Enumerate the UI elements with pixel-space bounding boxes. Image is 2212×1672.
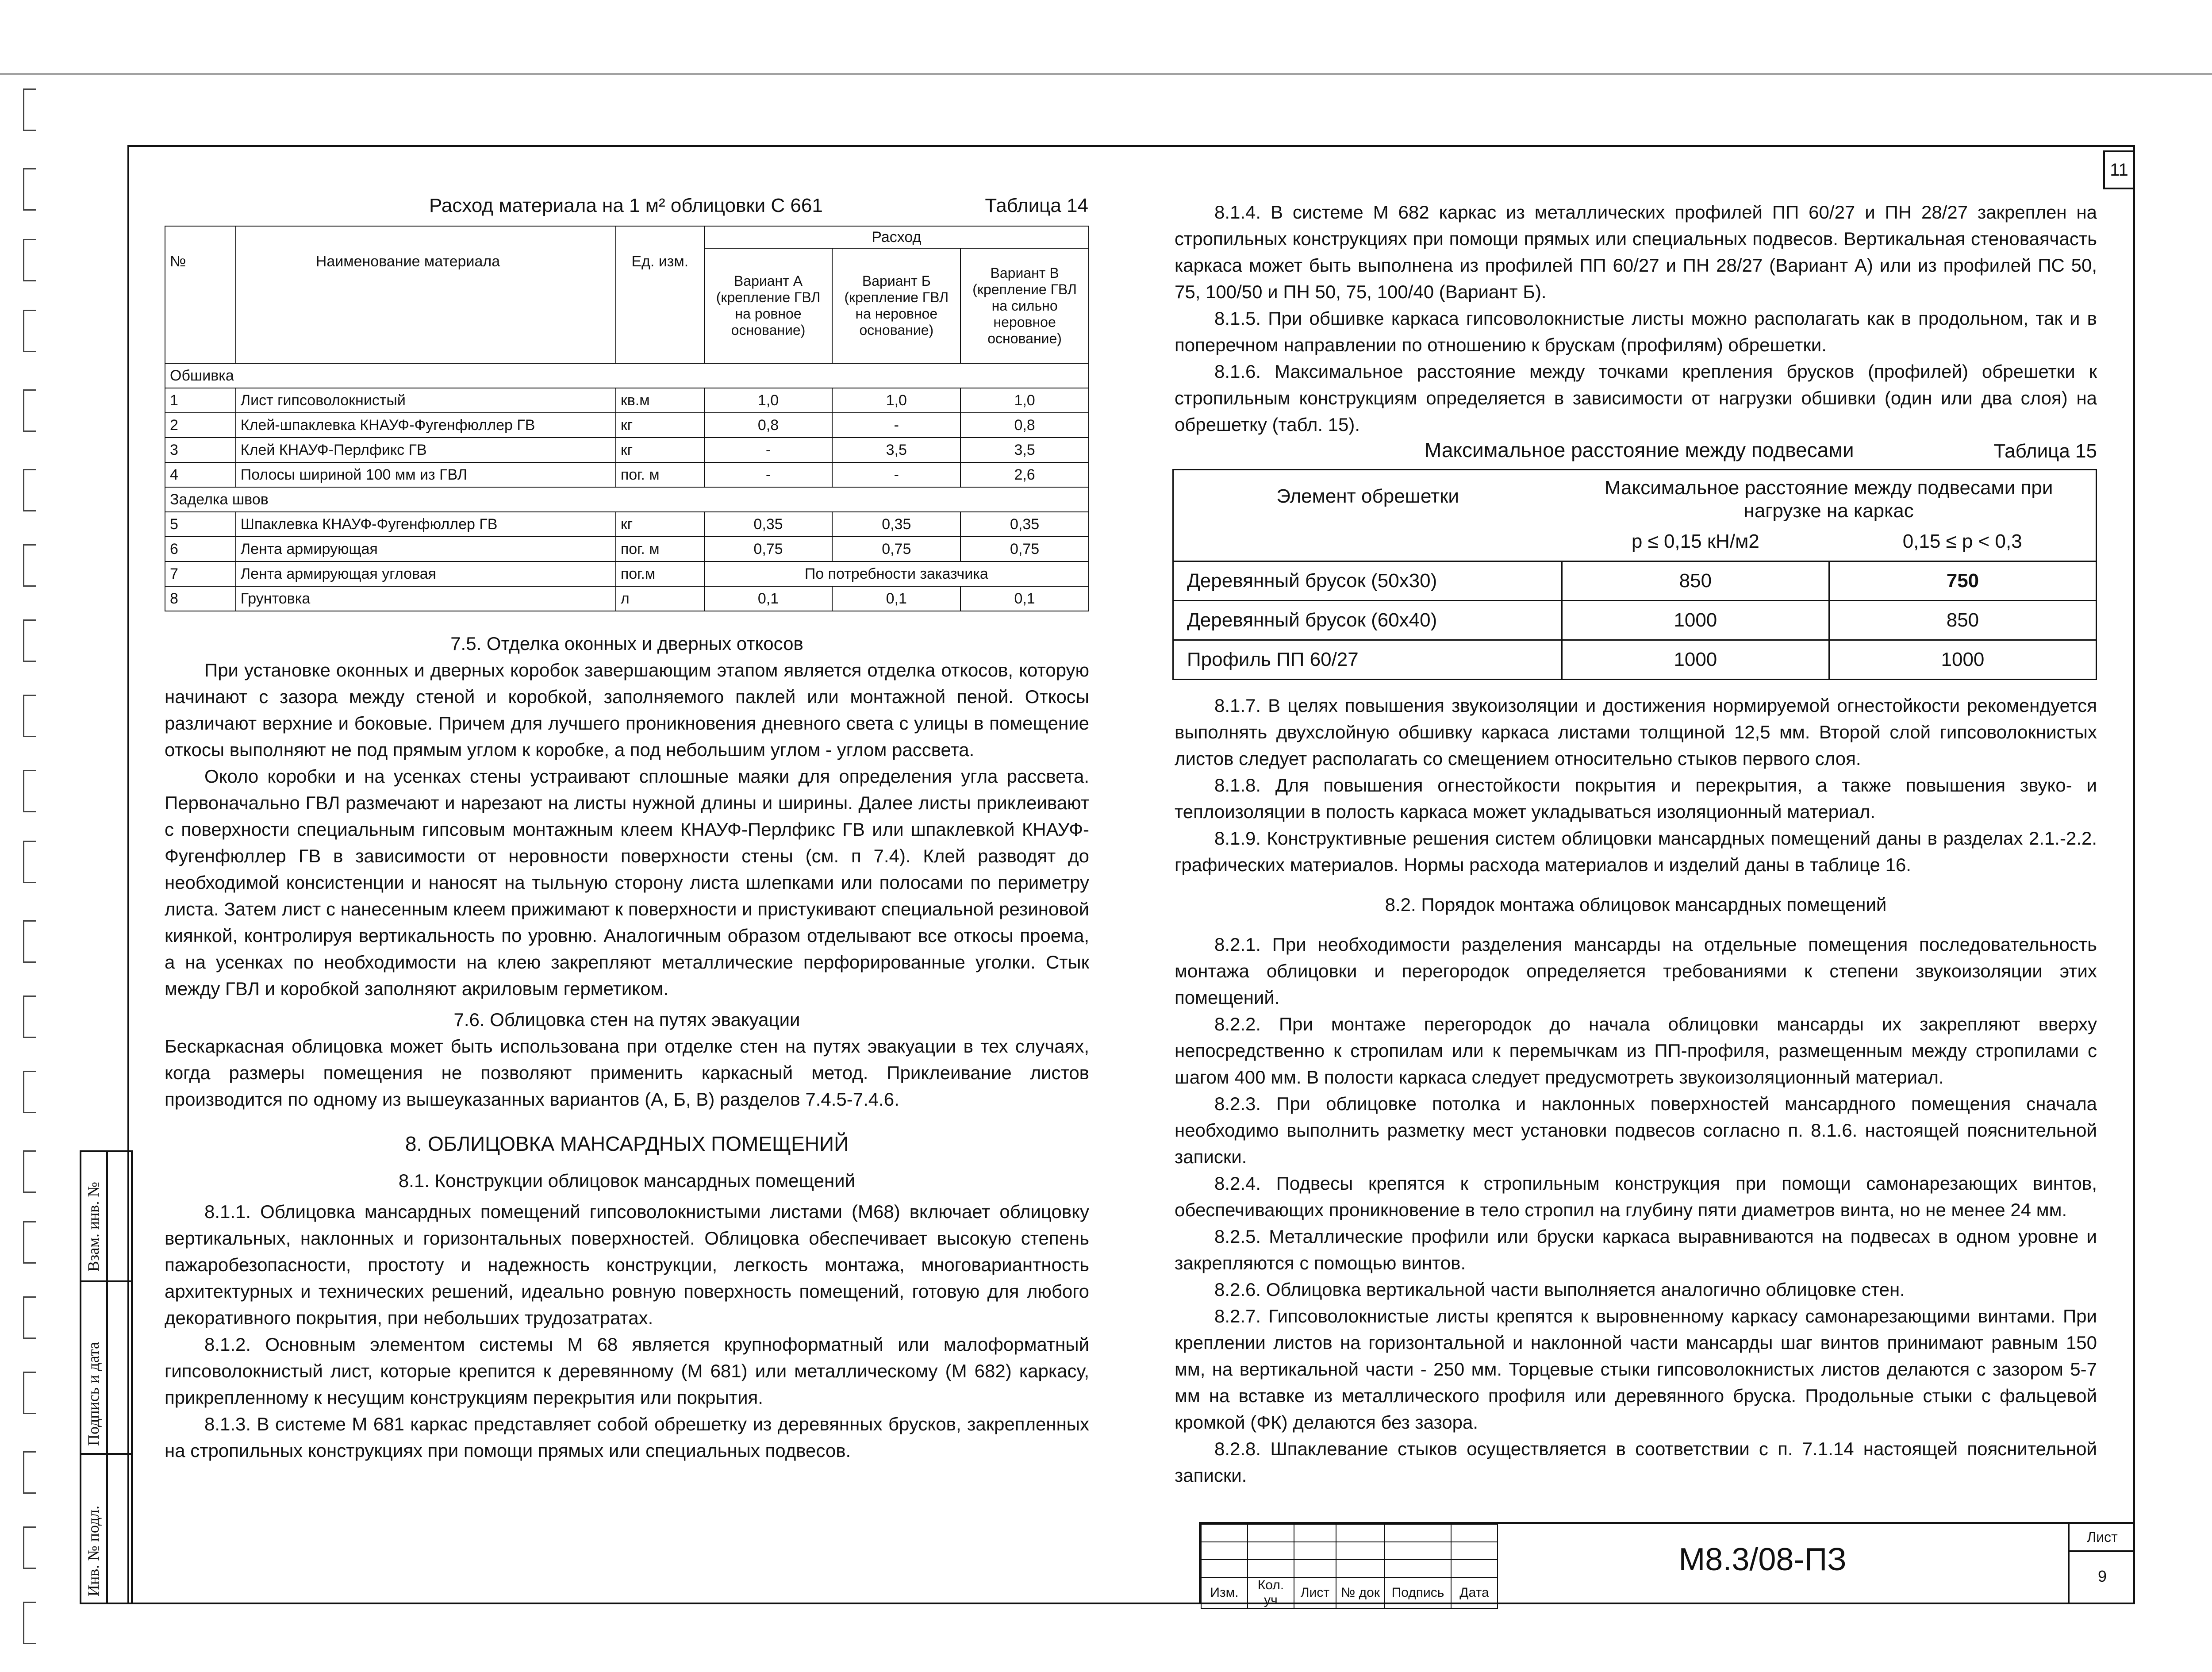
sheet-label: Лист — [2070, 1524, 2135, 1552]
paragraph-8-1-2: 8.1.2. Основным элементом системы М 68 является крупноформатный или малоформатный гипсоволокнистый лист, которые крепится к деревянному (М 681) или металлическому (М 682) каркасу, прикрепленному к несущим конструкциям перекрытия или покрытия. — [165, 1334, 1089, 1408]
heading-7-5: 7.5. Отделка оконных и дверных откосов — [450, 633, 803, 654]
tb-data: Дата — [1451, 1577, 1498, 1608]
heading-8: 8. ОБЛИЦОВКА МАНСАРДНЫХ ПОМЕЩЕНИЙ — [405, 1132, 849, 1155]
table-row: 2 Клей-шпаклевка КНАУФ-Фугенфюллер ГВ кг 0,8 - 0,8 — [165, 413, 1089, 438]
stamp-cell-sign — [81, 1282, 131, 1455]
paragraph-8-1-4: 8.1.4. В системе М 682 каркас из металлических профилей ПП 60/27 и ПН 28/27 закреплен на стропильных конструкциях при помощи прямых или специальных подвесов. Вертикальная стеноваячасть каркаса может быть выполнена из профилей ПП 60/27 и ПН 28/27 (Вариант А) или из профилей ПС 50, 75, 100/50 и ПН 50, 75, 100/40 (Вариант Б). — [1175, 202, 2097, 302]
paragraph-8-1-6: 8.1.6. Максимальное расстояние между точками крепления брусков (профилей) обрешетки к стропильным конструкциям определяется в зависимости от нагрузки обшивки (один или два слоя) на обрешетку (табл. 15). — [1175, 361, 2097, 435]
paragraph-8-2-1: 8.2.1. При необходимости разделения мансарды на отдельные помещения последовательность монтажа облицовки и перегородок определяется требованиями к степени звукоизоляции этих помещений. — [1175, 934, 2097, 1008]
t14-section-joints: Заделка швов — [165, 487, 1089, 512]
right-column-lower — [1175, 692, 2097, 1489]
paragraph-8-1-8: 8.1.8. Для повышения огнестойкости покрытия и перекрытия, а также повышения звуко- и теплоизоляции в полость каркаса может укладываться изоляционный материал. — [1175, 775, 2097, 822]
paragraph-8-2-7: 8.2.7. Гипсоволокнистые листы крепятся к выровненному каркасу самонарезающими винтами. При креплении листов на горизонтальной и наклонной части мансарды шаг винтов принимают равным 150 мм, на вертикальной части - 250 мм. Торцевые стыки гипсоволокнистых листов делаются с зазором 5-7 мм на вставке из металлического профиля или деревянного бруска. Продольные стыки с фальцевой кромкой (ФК) делаются без зазора. — [1175, 1306, 2097, 1433]
stamp-cell-inv — [81, 1455, 131, 1601]
table-row: 7 Лента армирующая угловая пог.м По потребности заказчика — [165, 561, 1089, 586]
paragraph-8-2-5: 8.2.5. Металлические профили или бруски каркаса выравниваются на подвесах в одном уровне и закрепляются с помощью винтов. — [1175, 1226, 2097, 1273]
document-code: М8.3/08-ПЗ — [1678, 1542, 1847, 1577]
t15-sub-load2: 0,15 ≤ p < 0,3 — [1829, 523, 2096, 561]
sheet-box — [2068, 1524, 2135, 1603]
left-column — [165, 630, 1089, 1464]
tb-ndok: № док — [1336, 1577, 1385, 1608]
t14-header-name: Наименование материала — [236, 226, 616, 363]
tb-izm: Изм. — [1201, 1577, 1248, 1608]
table-row: 5 Шпаклевка КНАУФ-Фугенфюллер ГВ кг 0,35 0,35 0,35 — [165, 512, 1089, 537]
paragraph-8-1-3: 8.1.3. В системе М 681 каркас представляет собой обрешетку из деревянных брусков, закрепленных на стропильных конструкциях при помощи прямых или специальных подвесов. — [165, 1414, 1089, 1461]
paragraph-8-2-2: 8.2.2. При монтаже перегородок до начала облицовки мансарды их закрепляют вверху непосредственно к стропилам или к перемычкам из ПП-профиля, размещенным между стропилами с шагом 400 мм. В полости каркаса следует предусмотреть звукоизоляционный материал. — [1175, 1014, 2097, 1088]
paragraph-8-2-8: 8.2.8. Шпаклевание стыков осуществляется в соответствии с п. 7.1.14 настоящей пояснительной записки. — [1175, 1438, 2097, 1486]
table-row: 4 Полосы шириной 100 мм из ГВЛ пог. м - - 2,6 — [165, 462, 1089, 487]
table-row: 8 Грунтовка л 0,1 0,1 0,1 — [165, 586, 1089, 611]
table14 — [165, 226, 1089, 611]
stamp-cell-replace — [81, 1152, 131, 1282]
stamp-sign-label: Подпись и дата — [84, 1342, 102, 1446]
title-block — [1199, 1522, 2133, 1607]
table15-title: Максимальное расстояние между подвесами — [1425, 438, 1854, 461]
paragraph-8-1-7: 8.1.7. В целях повышения звукоизоляции и достижения нормируемой огнестойкости рекомендуется выполнять двухслойную обшивку каркаса листами толщиной 12,5 мм. Второй слой гипсоволокнистых листов следует располагать со смещением относительно стыков первого слоя. — [1175, 695, 2097, 769]
table-row: 6 Лента армирующая пог. м 0,75 0,75 0,75 — [165, 537, 1089, 561]
table15 — [1172, 469, 2097, 680]
stamp-inv-label: Инв. № подл. — [84, 1505, 102, 1596]
table-row: 3 Клей КНАУФ-Перлфикс ГВ кг - 3,5 3,5 — [165, 438, 1089, 462]
table14-title: Расход материала на 1 м² облицовки С 661 — [429, 195, 823, 216]
t14-header-num: № — [165, 226, 236, 363]
t14-section-sheathing: Обшивка — [165, 363, 1089, 388]
table-row: Профиль ПП 60/27 1000 1000 — [1173, 640, 2097, 680]
tb-podpis: Подпись — [1385, 1577, 1451, 1608]
paragraph-7-5-a: При установке оконных и дверных коробок завершающим этапом является отделка откосов, которую начинают с зазора между стеной и коробкой, заполняемого паклей или монтажной пеной. Откосы различают верхние и боковые. Причем для лучшего проникновения дневного света с улицы в помещение откосы выполняют не под прямым углом к коробке, а под небольшим углом - углом рассвета. — [165, 660, 1089, 760]
paragraph-8-1-5: 8.1.5. При обшивке каркаса гипсоволокнистые листы можно располагать как в продольном, так и в поперечном направлении по отношению к брускам (профилям) обрешетки. — [1175, 308, 2097, 355]
stamp-replace-label: Взам. инв. № — [84, 1182, 102, 1272]
paragraph-7-6: Бескаркасная облицовка может быть использована при отделке стен на путях эвакуации в тех случаях, когда размеры помещения не позволяют применить каркасный метод. Приклеивание листов производится по одному из вышеуказанных вариантов (А, Б, В) разделов 7.4.5-7.4.6. — [165, 1036, 1089, 1110]
sheet-page-number: 9 — [2097, 1567, 2107, 1585]
t14-header-unit: Ед. изм. — [616, 226, 704, 363]
paragraph-8-1-9: 8.1.9. Конструктивные решения систем облицовки мансардных помещений даны в разделах 2.1.-2.2. графических материалов. Нормы расхода материалов и изделий даны в таблице 16. — [1175, 828, 2097, 875]
t15-sub-load1: p ≤ 0,15 кН/м2 — [1562, 523, 1829, 561]
heading-8-2: 8.2. Порядок монтажа облицовок мансардных помещений — [1385, 894, 1887, 915]
table14-label: Таблица 14 — [985, 195, 1088, 216]
tb-kol: Кол. уч — [1248, 1577, 1294, 1608]
paragraph-7-5-b: Около коробки и на усенках стены устраивают сплошные маяки для определения угла рассвета. Первоначально ГВЛ размечают и нарезают на листы нужной длины и ширины. Далее листы приклеивают с поверхности специальным гипсовым монтажным клеем КНАУФ-Перлфикс ГВ или шпаклевкой КНАУФ-Фугенфюллер ГВ в зависимости от неровности поверхности стены (см. п 7.4). Клей разводят до необходимой консистенции и наносят на тыльную сторону листа шлепками или полосами по периметру листа. Затем лист с нанесенным клеем прижимают к поверхности и пристукивают специальной резиновой киянкой, контролируя вертикальность по уровню. Аналогичным образом отделывают все откосы проема, а на усенках по необходимости на клею закрепляют металлические перфорированные уголки. Стык между ГВЛ и коробкой заполняют акриловым герметиком. — [165, 766, 1089, 999]
table-row: Деревянный брусок (50х30) 850 750 — [1173, 561, 2097, 601]
paragraph-8-1-1: 8.1.1. Облицовка мансардных помещений гипсоволокнистыми листами (М68) включает облицовку вертикальных, наклонных и горизонтальных поверхностей. Облицовка обеспечивает высокую степень пажаробезопасности, простоту и надежность конструкции, легкость монтажа, многовариантность архитектурных и технических решений, идеально ровную поверхность помещений, готовую для любого декоративного покрытия, при небольших трудозатратах. — [165, 1201, 1089, 1328]
t14-header-group: Расход — [704, 226, 1089, 248]
t14-header-variant-b: Вариант Б (крепление ГВЛ на неровное основание) — [832, 248, 960, 363]
side-stamp — [80, 1150, 133, 1604]
sheet-number: 11 — [2103, 150, 2133, 189]
table-row: 1 Лист гипсоволокнистый кв.м 1,0 1,0 1,0 — [165, 388, 1089, 413]
t14-header-variant-c: Вариант В (крепление ГВЛ на сильно неровное основание) — [960, 248, 1089, 363]
t15-header-element: Элемент обрешетки — [1173, 470, 1562, 523]
title-block-grid — [1201, 1524, 1498, 1609]
heading-7-6: 7.6. Облицовка стен на путях эвакуации — [453, 1009, 800, 1030]
paragraph-8-2-4: 8.2.4. Подвесы крепятся к стропильным конструкция при помощи самонарезающих винтов, обеспечивающих проникновение в тело стропил на глубину пяти диаметров винта, но не менее 24 мм. — [1175, 1173, 2097, 1220]
t15-header-distance: Максимальное расстояние между подвесами при нагрузке на каркас — [1562, 470, 2096, 523]
heading-8-1: 8.1. Конструкции облицовок мансардных помещений — [398, 1170, 856, 1191]
tb-list: Лист — [1294, 1577, 1336, 1608]
table-row: Деревянный брусок (60х40) 1000 850 — [1173, 601, 2097, 640]
paragraph-8-2-6: 8.2.6. Облицовка вертикальной части выполняется аналогично облицовке стен. — [1214, 1279, 1905, 1300]
right-column — [1175, 199, 2097, 438]
scan-line — [0, 73, 2212, 75]
table15-label: Таблица 15 — [1993, 440, 2097, 462]
t14-header-variant-a: Вариант А (крепление ГВЛ на ровное основание) — [704, 248, 833, 363]
paragraph-8-2-3: 8.2.3. При облицовке потолка и наклонных поверхностей мансардного помещения сначала необходимо выполнить разметку мест установки подвесов согласно п. 8.1.6. настоящей пояснительной записки. — [1175, 1093, 2097, 1167]
